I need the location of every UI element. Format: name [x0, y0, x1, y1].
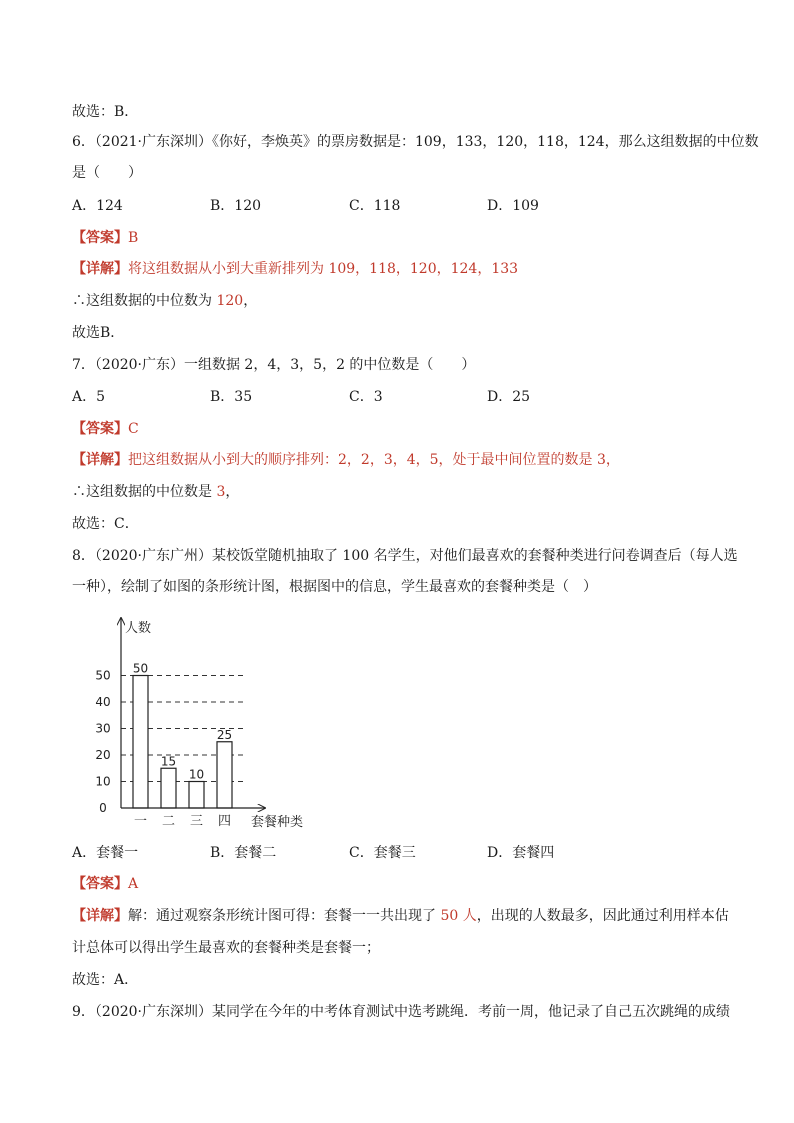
conclusion-value: 3 — [216, 484, 226, 500]
detail-text-c: ，出现的人数最多，因此通过利用样本估 — [476, 908, 729, 924]
q6-option-b: B．120 — [210, 198, 262, 214]
y-tick-label: 10 — [95, 774, 111, 789]
q7-option-b: B．35 — [210, 389, 253, 405]
detail-text-a: 解：通过观察条形统计图可得：套餐一一共出现了 — [128, 908, 441, 924]
y-tick-label: 0 — [99, 801, 107, 815]
q6-detail-line — [72, 259, 518, 279]
conclusion-suffix: ， — [243, 293, 258, 309]
q7-stem: 7．（2020·广东）一组数据 2，4，3，5，2 的中位数是（ ） — [72, 357, 476, 373]
conclusion-value: 120 — [216, 293, 244, 309]
q7-option-a: A．5 — [72, 389, 106, 405]
conclusion-suffix: ， — [225, 484, 240, 500]
detail-label: 【详解】 — [72, 452, 128, 468]
q6-answer-line — [72, 228, 138, 248]
answer-label: 【答案】 — [72, 421, 128, 437]
bar-data-label: 15 — [160, 754, 177, 769]
q8-stem-line2: 一种），绘制了如图的条形统计图，根据图中的信息，学生最喜欢的套餐种类是（ ） — [72, 579, 597, 595]
x-axis-label: 套餐种类 — [251, 815, 304, 830]
x-tick-label: 四 — [217, 814, 232, 829]
q6-option-c: C．118 — [349, 198, 401, 214]
bar — [161, 768, 176, 808]
q8-option-b: B．套餐二 — [210, 845, 277, 861]
q8-detail-line1 — [72, 906, 729, 926]
q6-option-a: A．124 — [72, 198, 123, 214]
bar — [217, 742, 232, 808]
q7-conclusion — [72, 482, 239, 502]
detail-label: 【详解】 — [72, 908, 128, 924]
bar-data-label: 10 — [188, 767, 205, 782]
q7-option-c: C．3 — [349, 389, 383, 405]
bar — [189, 782, 204, 809]
answer-value: B — [128, 230, 139, 246]
bar — [133, 676, 148, 809]
conclusion-prefix: ∴这组数据的中位数是 — [72, 484, 217, 500]
q8-option-d: D．套餐四 — [487, 845, 555, 861]
bar-data-label: 50 — [132, 661, 149, 676]
detail-text: 把这组数据从小到大的顺序排列：2，2，3，4，5，处于最中间位置的数是 3， — [128, 452, 620, 468]
detail-text-b: 50 人 — [440, 908, 477, 924]
q8-stem-line1: 8．（2020·广东广州）某校饭堂随机抽取了 100 名学生，对他们最喜欢的套餐种类进行问卷调查后（每人选 — [72, 548, 738, 564]
y-tick-label: 20 — [95, 748, 111, 762]
q7-answer-line — [72, 419, 139, 439]
q7-detail-line — [72, 450, 620, 470]
y-tick-label: 50 — [95, 668, 111, 683]
q8-option-a: A．套餐一 — [72, 845, 139, 861]
detail-label: 【详解】 — [72, 261, 128, 277]
q6-stem-line2: 是（ ） — [72, 165, 142, 181]
answer-value: C — [128, 421, 139, 437]
q6-stem-line1: 6．（2021·广东深圳）《你好，李焕英》的票房数据是：109，133，120，118，124，那么这组数据的中位数 — [72, 134, 759, 150]
q8-option-c: C．套餐三 — [349, 845, 416, 861]
q8-answer-line — [72, 874, 138, 894]
x-tick-label: 一 — [133, 814, 148, 829]
y-axis-label: 人数 — [125, 621, 152, 636]
q7-option-d: D．25 — [487, 389, 531, 405]
answer-label: 【答案】 — [72, 230, 128, 246]
answer-value: A — [128, 876, 139, 892]
answer-label: 【答案】 — [72, 876, 128, 892]
q6-conclusion — [72, 291, 257, 311]
q8-final: 故选：A． — [72, 972, 139, 988]
q6-option-d: D．109 — [487, 198, 539, 214]
x-tick-label: 二 — [161, 814, 176, 829]
prev-conclusion: 故选：B． — [72, 104, 139, 120]
q8-detail-line2: 计总体可以得出学生最喜欢的套餐种类是套餐一； — [72, 940, 380, 956]
bar-data-label: 25 — [216, 727, 233, 742]
y-tick-label: 30 — [95, 721, 111, 736]
x-tick-label: 三 — [189, 814, 204, 829]
q7-final: 故选：C． — [72, 516, 139, 532]
bar-chart — [95, 612, 325, 832]
q9-stem-line1: 9．（2020·广东深圳）某同学在今年的中考体育测试中选考跳绳．考前一周，他记录了自己五次跳绳的成绩 — [72, 1004, 730, 1020]
y-tick-label: 40 — [95, 695, 111, 709]
detail-text: 将这组数据从小到大重新排列为 109，118，120，124，133 — [128, 261, 519, 277]
conclusion-prefix: ∴这组数据的中位数为 — [72, 293, 217, 309]
q6-final: 故选B． — [72, 325, 125, 341]
